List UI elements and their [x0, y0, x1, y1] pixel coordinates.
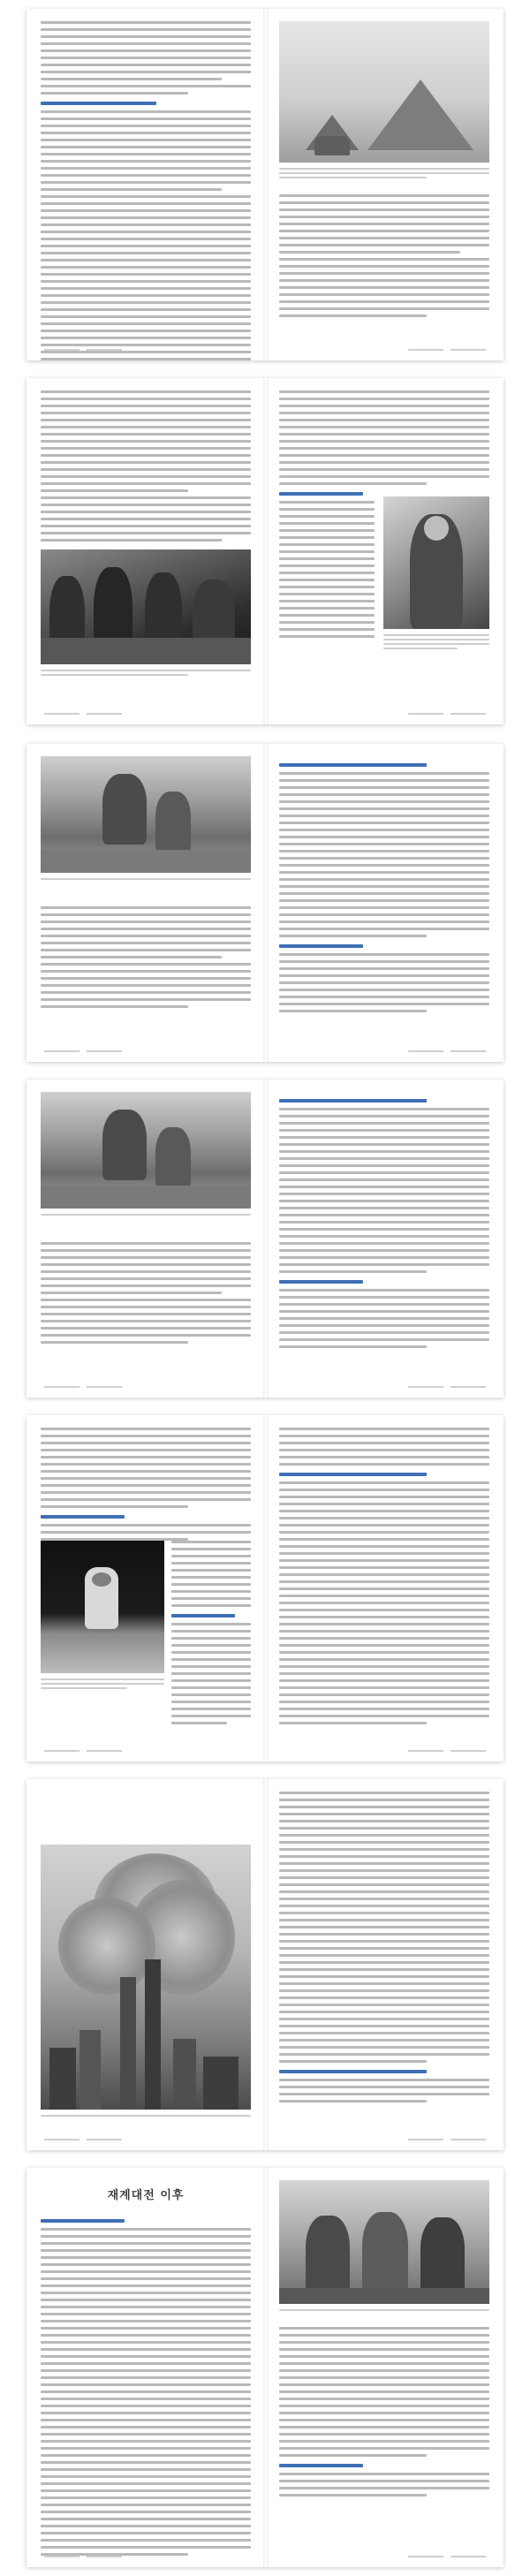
photo-caption	[41, 1678, 164, 1692]
section-heading	[279, 1280, 363, 1284]
page-footer	[41, 346, 251, 355]
photo-caption	[41, 878, 251, 883]
right-page	[279, 390, 489, 708]
right-page	[279, 2180, 489, 2551]
body-text	[279, 756, 489, 1017]
portrait-photo	[383, 496, 489, 629]
right-page	[279, 1428, 489, 1746]
page-footer	[41, 1383, 251, 1392]
spine-shadow	[263, 2168, 269, 2567]
page-footer	[279, 710, 489, 719]
right-page	[279, 1792, 489, 2134]
spine-shadow	[263, 378, 269, 724]
body-text	[41, 21, 251, 360]
body-text	[279, 2327, 489, 2501]
section-heading	[171, 1614, 235, 1618]
right-page	[279, 1092, 489, 1382]
page-footer	[279, 1747, 489, 1756]
conference-photo	[279, 2180, 489, 2304]
book-spread-3	[26, 744, 504, 1062]
spine-shadow	[263, 9, 269, 360]
book-spread-6	[26, 1779, 504, 2150]
left-page	[41, 1092, 251, 1382]
page-footer	[279, 2553, 489, 2562]
photo-caption	[279, 168, 489, 181]
page-footer	[279, 1048, 489, 1057]
page-footer	[279, 1383, 489, 1392]
spine-shadow	[263, 744, 269, 1062]
page-footer	[41, 710, 251, 719]
body-text	[41, 390, 251, 546]
page-footer	[41, 1747, 251, 1756]
photo-caption	[41, 1214, 251, 1218]
body-text	[279, 1792, 489, 2107]
section-heading	[279, 2464, 363, 2467]
pyramid-photo	[279, 21, 489, 163]
section-heading	[41, 102, 156, 105]
page-footer	[279, 2136, 489, 2145]
page-footer	[41, 1048, 251, 1057]
left-page	[41, 1792, 251, 2134]
chapter-title: 재계대전 이후	[107, 2189, 185, 2202]
left-page	[41, 2180, 251, 2551]
section-heading	[41, 2219, 125, 2223]
book-spread-7	[26, 2168, 504, 2567]
spine-shadow	[263, 1415, 269, 1762]
photo-caption	[41, 670, 251, 678]
section-heading	[279, 944, 363, 948]
body-text	[41, 1242, 251, 1348]
group-photo	[41, 549, 251, 664]
section-heading	[279, 492, 363, 496]
body-text	[171, 1541, 251, 1729]
section-heading	[279, 763, 427, 767]
photo-caption	[41, 2115, 251, 2119]
right-page	[279, 756, 489, 1046]
book-spread-5	[26, 1415, 504, 1762]
body-text	[279, 1092, 489, 1352]
engraving-illustration	[41, 1092, 251, 1208]
left-page	[41, 1428, 251, 1746]
left-page	[41, 756, 251, 1046]
photo-caption	[383, 634, 489, 652]
engraving-illustration	[41, 756, 251, 873]
section-heading	[279, 1473, 427, 1476]
right-page	[279, 21, 489, 345]
body-text	[41, 906, 251, 1012]
body-text	[41, 1428, 251, 1545]
page-footer	[41, 2553, 251, 2562]
photo-caption	[279, 2309, 489, 2314]
section-heading	[41, 1515, 125, 1519]
left-page	[41, 21, 251, 345]
body-text	[279, 194, 489, 322]
book-spread-4	[26, 1080, 504, 1398]
moon-landing-photo	[41, 1541, 164, 1673]
book-spread-1	[26, 9, 504, 360]
section-heading	[279, 2070, 427, 2073]
city-smoke-photo	[41, 1845, 251, 2110]
left-page	[41, 390, 251, 708]
book-spread-2	[26, 378, 504, 724]
section-heading	[279, 1099, 427, 1102]
spine-shadow	[263, 1080, 269, 1398]
spine-shadow	[263, 1779, 269, 2150]
page-footer	[41, 2136, 251, 2145]
body-text	[279, 1428, 489, 1729]
page-footer	[279, 346, 489, 355]
body-text	[41, 2212, 251, 2560]
